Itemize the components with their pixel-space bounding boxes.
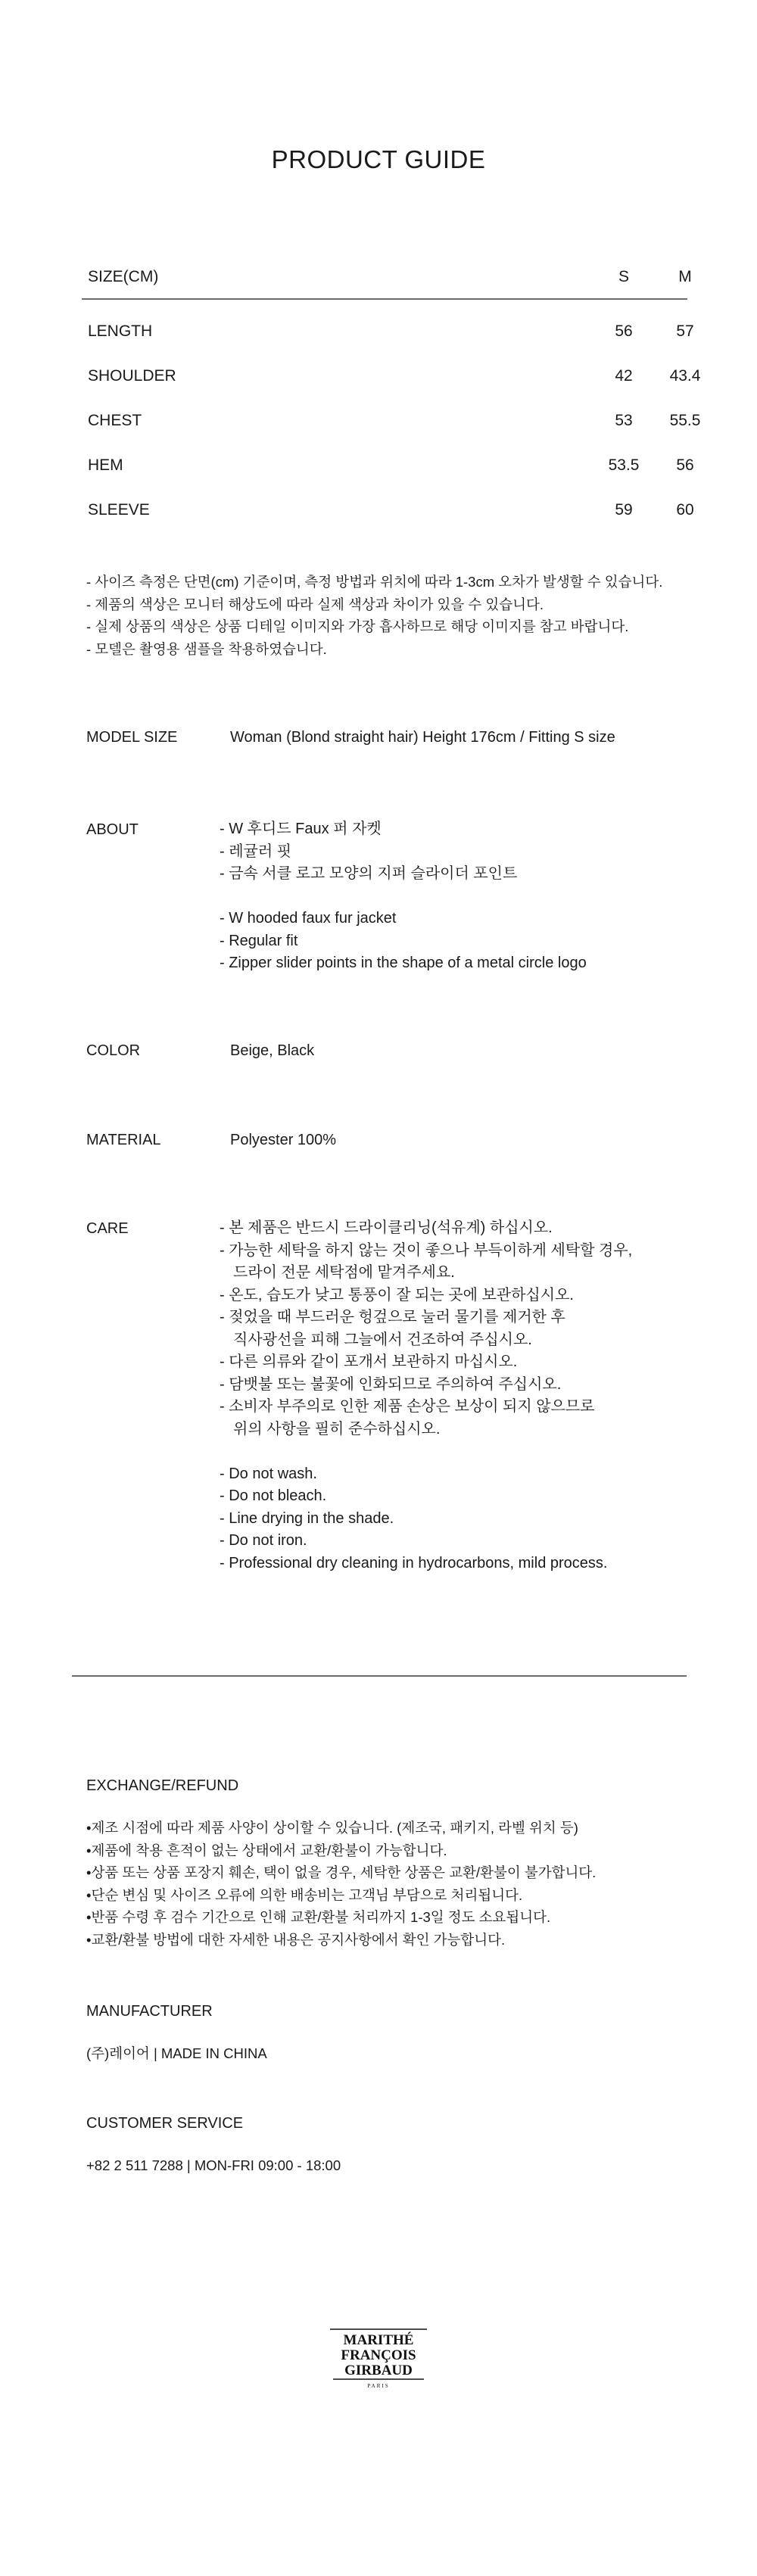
row-label: SLEEVE (88, 501, 150, 519)
list-item: - 가능한 세탁을 하지 않는 것이 좋으나 부득이하게 세탁할 경우, (220, 1241, 633, 1259)
care-list (220, 1217, 632, 1575)
list-item: - 소비자 부주의로 인한 제품 손상은 보상이 되지 않으므로 (220, 1398, 595, 1415)
row-label: CHEST (88, 412, 142, 429)
row-m-value: 57 (676, 322, 694, 340)
manufacturer-value: (주)레이어 | MADE IN CHINA (86, 2045, 267, 2061)
size-header-s: S (618, 268, 629, 285)
list-item: - Line drying in the shade. (220, 1509, 394, 1527)
list-item: - Do not bleach. (220, 1487, 327, 1504)
list-item: - W 후디드 Faux 퍼 자켓 (220, 821, 382, 837)
size-table (82, 265, 701, 546)
table-row (82, 412, 701, 456)
table-row (82, 367, 701, 412)
list-item: •단순 변심 및 사이즈 오류에 의한 배송비는 고객님 부담으로 처리됩니다. (86, 1886, 523, 1903)
list-item: 드라이 전문 세탁점에 맡겨주세요. (233, 1264, 455, 1281)
row-label: HEM (88, 456, 123, 474)
list-item: •반품 수령 후 검수 기간으로 인해 교환/환불 처리까지 1-3일 정도 소요됩니다. (86, 1909, 551, 1925)
size-header-m: M (678, 268, 692, 285)
note-line: - 사이즈 측정은 단면(cm) 기준이며, 측정 방법과 위치에 따라 1-3cm 오차가 발생할 수 있습니다. (86, 574, 663, 590)
model-size-label: MODEL SIZE (86, 729, 178, 746)
list-item: - Professional dry cleaning in hydrocarbons, mild process. (220, 1554, 608, 1571)
list-item: - Do not iron. (220, 1532, 307, 1549)
color-value: Beige, Black (230, 1042, 315, 1059)
logo-line1: MARITHÉ (343, 2332, 414, 2348)
list-item: 위의 사항을 필히 준수하십시오. (233, 1420, 441, 1438)
table-row (82, 456, 694, 501)
size-header-label: SIZE(CM) (88, 268, 159, 285)
row-s-value: 42 (615, 367, 633, 385)
list-item: - 온도, 습도가 낮고 통풍이 잘 되는 곳에 보관하십시오. (220, 1286, 574, 1304)
list-item: •교환/환불 방법에 대한 자세한 내용은 공지사항에서 확인 가능합니다. (86, 1931, 506, 1948)
list-item: - 담뱃불 또는 불꽃에 인화되므로 주의하여 주십시오. (220, 1375, 562, 1393)
row-s-value: 56 (615, 322, 633, 340)
customer-service-title: CUSTOMER SERVICE (86, 2115, 244, 2132)
care-label: CARE (86, 1220, 129, 1237)
row-label: SHOULDER (88, 367, 176, 385)
color-label: COLOR (86, 1042, 141, 1059)
logo-line3: GIRBAUD (344, 2363, 413, 2378)
logo-line2: FRANÇOIS (341, 2347, 416, 2363)
page-title: PRODUCT GUIDE (271, 145, 486, 173)
exchange-title: EXCHANGE/REFUND (86, 1777, 239, 1794)
material-label: MATERIAL (86, 1132, 161, 1148)
logo-line4: PARIS (367, 2383, 390, 2389)
list-item: - 다른 의류와 같이 포개서 보관하지 마십시오. (220, 1353, 518, 1370)
list-item: - 금속 서클 로고 모양의 지퍼 슬라이더 포인트 (220, 865, 518, 882)
about-label: ABOUT (86, 821, 139, 838)
section-divider (72, 1675, 687, 1677)
row-label: LENGTH (88, 322, 153, 340)
model-size-value: Woman (Blond straight hair) Height 176cm / Fitting S size (230, 729, 615, 746)
manufacturer-title: MANUFACTURER (86, 2003, 213, 2020)
list-item: - 젖었을 때 부드러운 헝겊으로 눌러 물기를 제거한 후 (220, 1309, 565, 1325)
note-line: - 모델은 촬영용 샘플을 착용하였습니다. (86, 640, 327, 657)
size-notes (86, 571, 662, 660)
list-item: •제품에 착용 흔적이 없는 상태에서 교환/환불이 가능합니다. (86, 1842, 447, 1858)
row-s-value: 53.5 (608, 456, 640, 474)
row-m-value: 60 (676, 501, 694, 519)
list-item: - 본 제품은 반드시 드라이클리닝(석유계) 하십시오. (220, 1219, 553, 1236)
row-m-value: 55.5 (669, 412, 701, 429)
list-item: - Regular fit (220, 932, 298, 949)
size-table-header (82, 265, 692, 300)
row-s-value: 53 (615, 412, 633, 429)
row-s-value: 59 (615, 501, 633, 519)
list-item: - 레귤러 핏 (220, 843, 292, 860)
row-m-value: 56 (676, 456, 694, 474)
list-item: •상품 또는 상품 포장지 훼손, 택이 없을 경우, 세탁한 상품은 교환/환불이 불가합니다. (86, 1864, 597, 1880)
row-m-value: 43.4 (669, 367, 701, 385)
list-item: - W hooded faux fur jacket (220, 910, 397, 927)
note-line: - 제품의 색상은 모니터 해상도에 따라 실제 색상과 차이가 있을 수 있습니다. (86, 596, 544, 612)
about-list (220, 818, 587, 975)
list-item: - Zipper slider points in the shape of a metal circle logo (220, 955, 587, 971)
exchange-list (86, 1817, 596, 1951)
list-item: 직사광선을 피해 그늘에서 건조하여 주십시오. (233, 1331, 532, 1348)
table-row (82, 322, 694, 367)
list-item: - Do not wash. (220, 1465, 317, 1482)
list-item: •제조 시점에 따라 제품 사양이 상이할 수 있습니다. (제조국, 패키지, 라벨 위치 등) (86, 1820, 578, 1836)
note-line: - 실제 상품의 색상은 상품 디테일 이미지와 가장 흡사하므로 해당 이미지를 참고 바랍니다. (86, 618, 629, 634)
brand-logo (318, 2328, 439, 2396)
customer-service-value: +82 2 511 7288 | MON-FRI 09:00 - 18:00 (86, 2157, 341, 2173)
table-row (82, 501, 694, 546)
material-value: Polyester 100% (230, 1132, 337, 1148)
